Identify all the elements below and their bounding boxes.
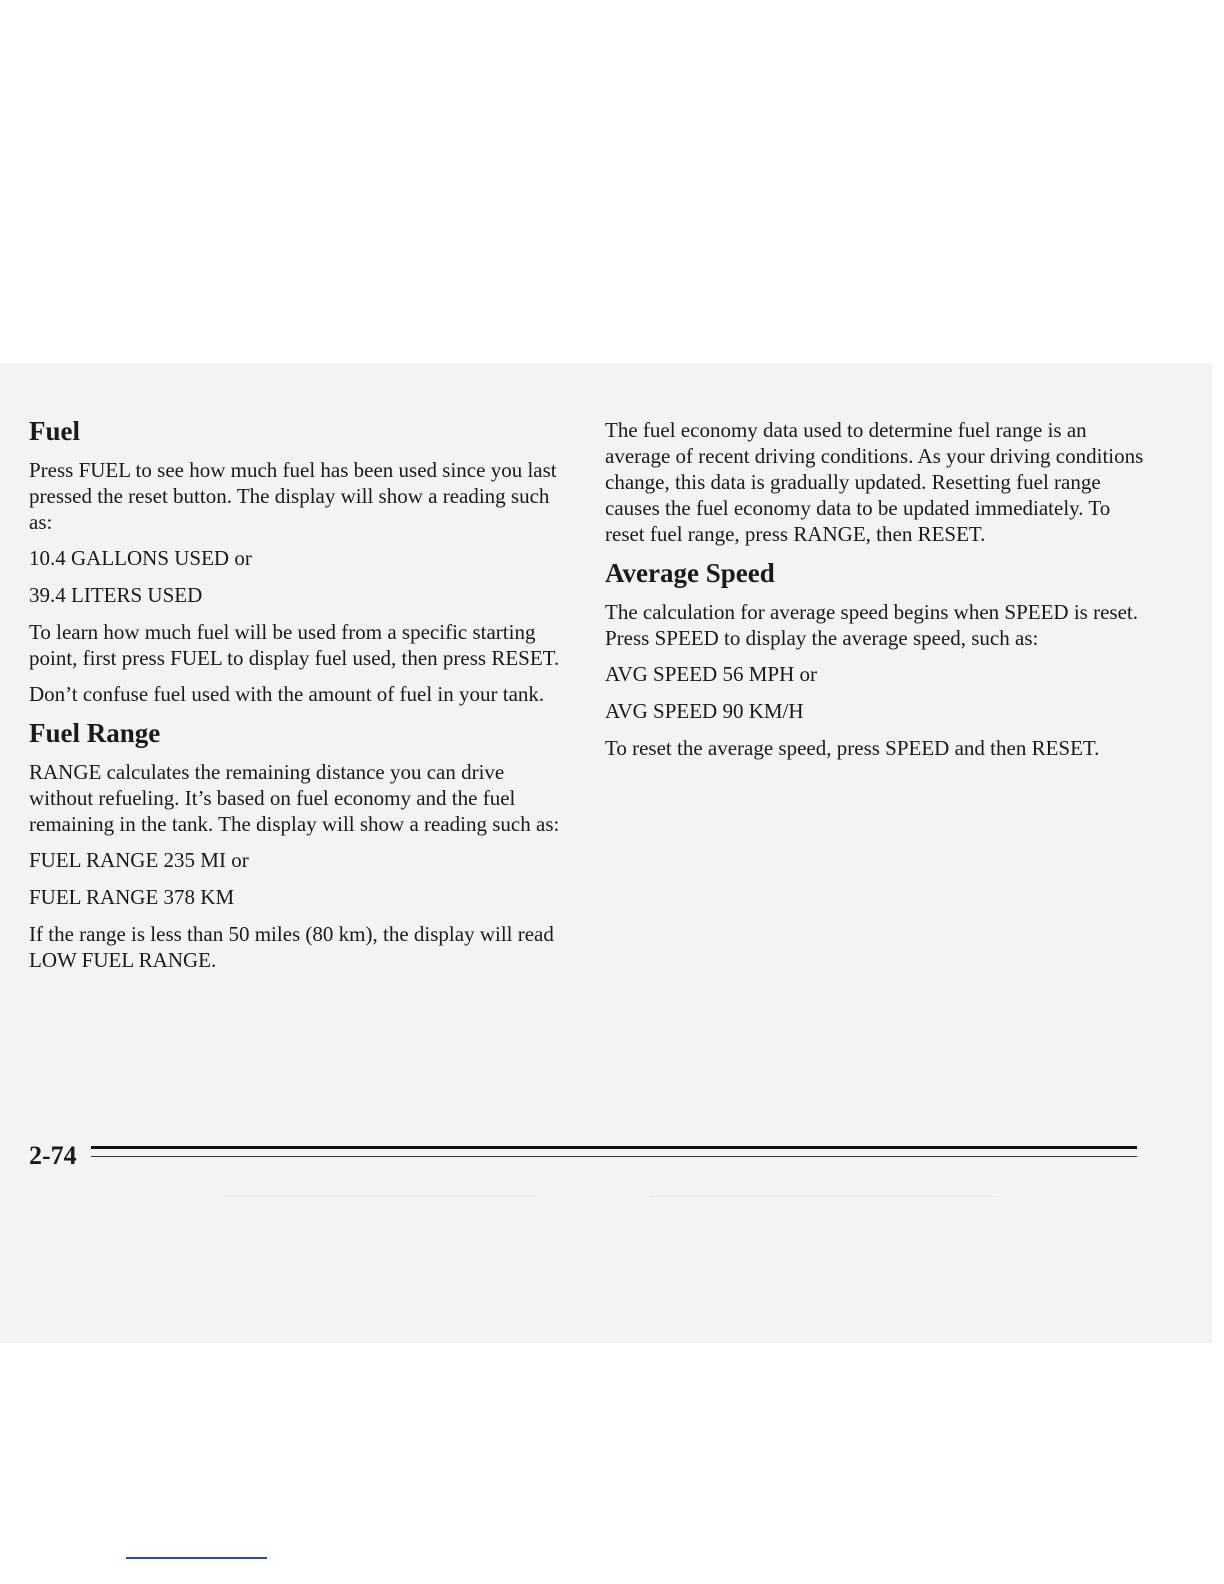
- average-speed-intro-paragraph: The calculation for average speed begins when SPEED is reset. Press SPEED to display the average speed, such as:: [605, 600, 1138, 650]
- bottom-link-underline: [126, 1557, 267, 1559]
- left-column: [29, 415, 569, 983]
- page-footer: [29, 1138, 1139, 1174]
- page-number: 2-74: [29, 1141, 77, 1170]
- average-speed-reading-mph: AVG SPEED 56 MPH or: [605, 662, 817, 686]
- fuel-range-intro-paragraph: RANGE calculates the remaining distance you can drive without refueling. It’s based on fuel economy and the fuel remaining in the tank. The display will show a reading such as:: [29, 760, 560, 836]
- footer-rule-thick: [91, 1146, 1137, 1149]
- footer-rule-thin: [91, 1156, 1137, 1157]
- fuel-range-low-paragraph: If the range is less than 50 miles (80 km), the display will read LOW FUEL RANGE.: [29, 922, 554, 972]
- average-speed-reset-paragraph: To reset the average speed, press SPEED and then RESET.: [605, 736, 1100, 760]
- fuel-economy-paragraph: The fuel economy data used to determine fuel range is an average of recent driving conditions. As your driving conditions change, this data is gradually updated. Resetting fuel range causes the fuel economy data to be updated immediately. To reset fuel range, press RANGE, then RESET.: [605, 418, 1144, 546]
- fuel-heading: Fuel: [29, 416, 80, 446]
- faint-divider-left: [225, 1196, 535, 1197]
- manual-page: [0, 363, 1212, 1343]
- average-speed-reading-kmh: AVG SPEED 90 KM/H: [605, 699, 804, 723]
- fuel-reading-liters: 39.4 LITERS USED: [29, 583, 203, 607]
- fuel-range-reading-km: FUEL RANGE 378 KM: [29, 885, 235, 909]
- fuel-confuse-paragraph: Don’t confuse fuel used with the amount of fuel in your tank.: [29, 682, 545, 706]
- average-speed-heading: Average Speed: [605, 558, 775, 588]
- fuel-range-reading-mi: FUEL RANGE 235 MI or: [29, 848, 249, 872]
- right-column: [605, 417, 1150, 771]
- fuel-reading-gallons: 10.4 GALLONS USED or: [29, 546, 252, 570]
- fuel-range-heading: Fuel Range: [29, 718, 161, 748]
- fuel-learn-paragraph: To learn how much fuel will be used from a specific starting point, first press FUEL to display fuel used, then press RESET.: [29, 620, 560, 670]
- faint-divider-right: [650, 1196, 995, 1197]
- fuel-intro-paragraph: Press FUEL to see how much fuel has been used since you last pressed the reset button. The display will show a reading such as:: [29, 458, 557, 534]
